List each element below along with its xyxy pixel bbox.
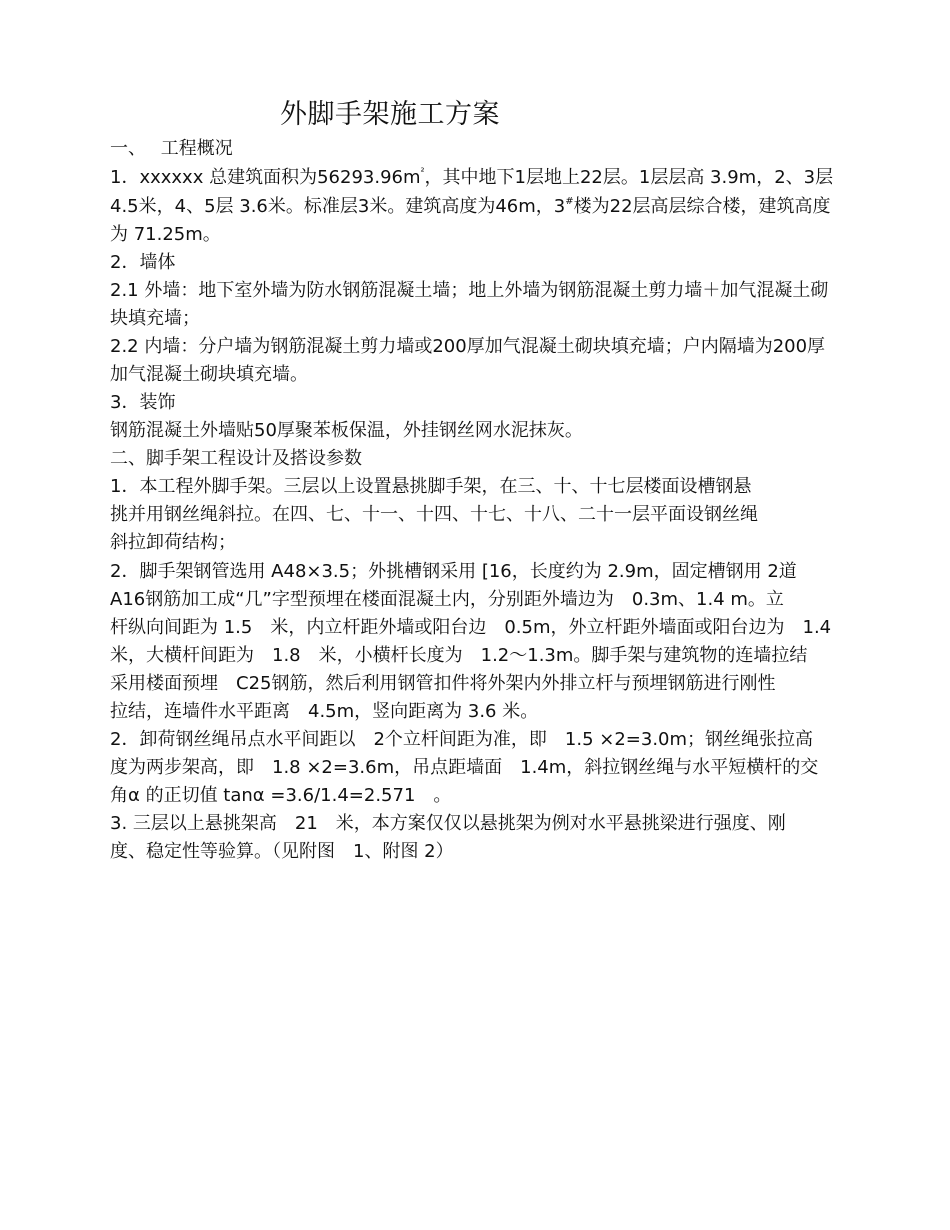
paragraph-line: 为 71.25m。	[110, 224, 221, 245]
paragraph-line: 米，大横杆间距为 1.8 米，小横杆长度为 1.2～1.3m。脚手架与建筑物的连墙拉结	[110, 645, 808, 666]
paragraph-line: 钢筋混凝土外墙贴50厚聚苯板保温，外挂钢丝网水泥抹灰。	[110, 420, 583, 441]
paragraph-line	[110, 167, 833, 189]
paragraph-line: 3. 三层以上悬挑架高 21 米，本方案仅仅以悬挑架为例对水平悬挑梁进行强度、刚	[110, 813, 786, 834]
superscript: #	[565, 196, 574, 207]
text-run: ，其中地下1层地上22层。1层层高 3.9m，2、3层	[424, 167, 834, 188]
paragraph-line: 角α 的正切值 tanα =3.6/1.4=2.571 。	[110, 785, 452, 806]
paragraph-line: 2.2 内墙：分户墙为钢筋混凝土剪力墙或200厚加气混凝土砌块填充墙；户内隔墙为200厚	[110, 336, 826, 357]
paragraph-line: 度、稳定性等验算。（见附图 1、附图 2）	[110, 841, 454, 862]
section-heading: 2．墙体	[110, 252, 176, 273]
superscript: ²	[420, 167, 425, 178]
section-heading: 3．装饰	[110, 392, 176, 413]
paragraph-line: A16钢筋加工成“几”字型预埋在楼面混凝土内，分别距外墙边为 0.3m、1.4 m。立	[110, 589, 784, 610]
paragraph-line	[110, 196, 831, 218]
paragraph-line: 1．本工程外脚手架。三层以上设置悬挑脚手架，在三、十、十七层楼面设槽钢悬	[110, 476, 752, 497]
paragraph-line: 2．脚手架钢管选用 A48×3.5；外挑槽钢采用 [16，长度约为 2.9m，固定槽钢用 2道	[110, 561, 797, 582]
text-run: 1．xxxxxx 总建筑面积为56293.96m	[110, 167, 421, 188]
paragraph-line: 杆纵向间距为 1.5 米，内立杆距外墙或阳台边 0.5m，外立杆距外墙面或阳台边为 1.4	[110, 617, 832, 638]
paragraph-line: 采用楼面预埋 C25钢筋，然后利用钢管扣件将外架内外排立杆与预埋钢筋进行刚性	[110, 673, 776, 694]
text-run: 楼为22层高层综合楼，建筑高度	[573, 196, 831, 217]
text-run: 4.5米，4、5层 3.6米。标准层3米。建筑高度为46m，3	[110, 196, 566, 217]
paragraph-line: 2.1 外墙：地下室外墙为防水钢筋混凝土墙；地上外墙为钢筋混凝土剪力墙＋加气混凝土砌	[110, 280, 829, 301]
paragraph-line: 度为两步架高，即 1.8 ×2=3.6m，吊点距墙面 1.4m，斜拉钢丝绳与水平短横杆的交	[110, 757, 819, 778]
paragraph-line: 加气混凝土砌块填充墙。	[110, 364, 308, 385]
paragraph-line: 挑并用钢丝绳斜拉。在四、七、十一、十四、十七、十八、二十一层平面设钢丝绳	[110, 504, 758, 525]
section-heading-2: 二、脚手架工程设计及搭设参数	[110, 448, 362, 469]
section-heading-1: 一、 工程概况	[110, 138, 233, 159]
paragraph-line: 拉结，连墙件水平距离 4.5m，竖向距离为 3.6 米。	[110, 701, 539, 722]
paragraph-line: 块填充墙；	[110, 308, 200, 329]
paragraph-line: 2．卸荷钢丝绳吊点水平间距以 2个立杆间距为准，即 1.5 ×2=3.0m；钢丝绳张拉高	[110, 729, 814, 750]
document-title: 外脚手架施工方案	[280, 99, 500, 130]
paragraph-line: 斜拉卸荷结构；	[110, 532, 236, 553]
